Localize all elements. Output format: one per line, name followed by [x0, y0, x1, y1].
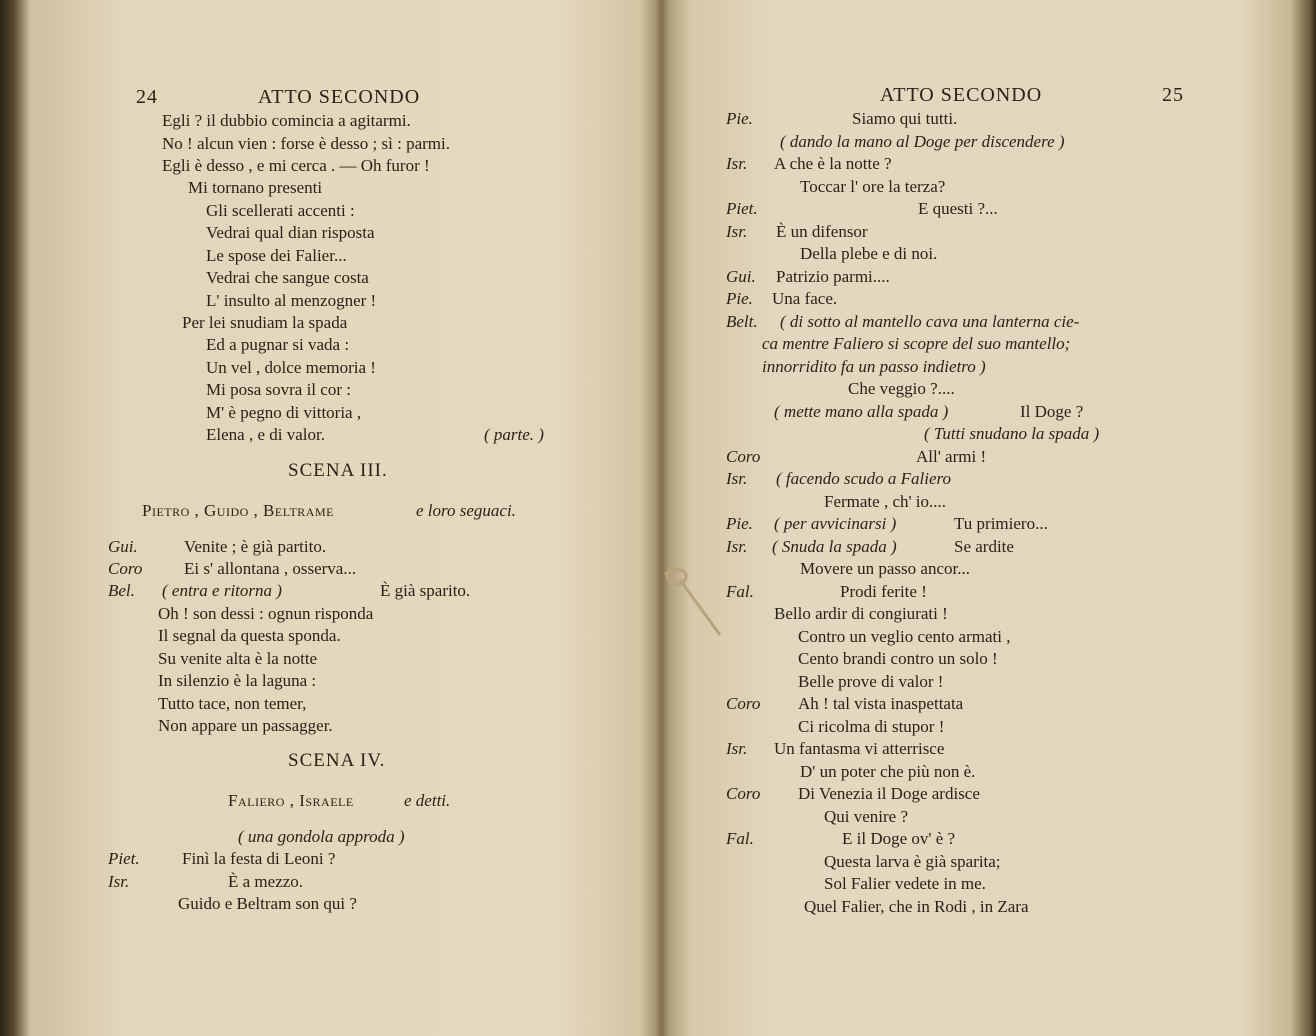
speaker: Isr. [726, 469, 748, 488]
dialogue-line: Toccar l' ore la terza? [800, 177, 946, 196]
dialogue-line: Ei s' allontana , osserva... [184, 559, 357, 578]
dialogue-line: D' un poter che più non è. [800, 762, 976, 781]
verse-line: Per lei snudiam la spada [182, 313, 348, 332]
dialogue-line: Qui venire ? [824, 807, 909, 826]
speaker: Isr. [726, 739, 748, 758]
dialogue-line: Una face. [772, 289, 838, 308]
speaker: Belt. [726, 312, 758, 331]
dialogue-line: Che veggio ?.... [848, 379, 955, 398]
dialogue-line: A che è la notte ? [774, 154, 892, 173]
scene-title: SCENA III. [288, 460, 388, 481]
verse-line: Ed a pugnar si vada : [206, 335, 350, 354]
dialogue-line: È un difensor [776, 222, 868, 241]
speaker: Pie. [726, 289, 753, 308]
scene-cast: Pietro , Guido , Beltrame [142, 501, 334, 520]
verse-line: Un vel , dolce memoria ! [206, 358, 376, 377]
right-page [660, 0, 1316, 1036]
speaker: Coro [108, 559, 143, 578]
dialogue-line: Il Doge ? [1020, 402, 1084, 421]
stage-direction: ( per avvicinarsi ) [774, 514, 897, 533]
dialogue-line: Siamo qui tutti. [852, 109, 958, 128]
speaker: Gui. [108, 537, 138, 556]
dialogue-line: Se ardite [954, 537, 1014, 556]
speaker: Coro [726, 447, 761, 466]
dialogue-line: Tu primiero... [954, 514, 1048, 533]
verse-line: Gli scellerati accenti : [206, 201, 355, 220]
dialogue-line: Prodi ferite ! [840, 582, 927, 601]
dialogue-line: E il Doge ov' è ? [842, 829, 956, 848]
stage-direction: ( Snuda la spada ) [772, 537, 897, 556]
stage-direction: ( una gondola approda ) [238, 827, 405, 846]
speaker: Isr. [726, 537, 748, 556]
dialogue-line: Quel Falier, che in Rodi , in Zara [804, 897, 1029, 916]
speaker: Isr. [108, 872, 130, 891]
speaker: Gui. [726, 267, 756, 286]
dialogue-line: Ci ricolma di stupor ! [798, 717, 945, 736]
stage-direction: ( mette mano alla spada ) [774, 402, 949, 421]
verse-line: Oh ! son dessi : ognun risponda [158, 604, 374, 623]
speaker: Isr. [726, 154, 748, 173]
verse-line: M' è pegno di vittoria , [206, 403, 362, 422]
dialogue-line: Ah ! tal vista inaspettata [798, 694, 964, 713]
dialogue-line: Contro un veglio cento armati , [798, 627, 1011, 646]
dialogue-line: È a mezzo. [228, 872, 304, 891]
dialogue-line: Bello ardir di congiurati ! [774, 604, 948, 623]
verse-line: L' insulto al menzogner ! [206, 291, 377, 310]
dialogue-line: Un fantasma vi atterrisce [774, 739, 945, 758]
verse-line: Mi posa sovra il cor : [206, 380, 351, 399]
dialogue-line: Finì la festa di Leoni ? [182, 849, 336, 868]
speaker: Pie. [726, 109, 753, 128]
stage-direction: ( entra e ritorna ) [162, 581, 282, 600]
dialogue-line: All' armi ! [916, 447, 987, 466]
verse-line: Le spose dei Falier... [206, 246, 347, 265]
dialogue-line: Sol Falier vedete in me. [824, 874, 986, 893]
scene-title: SCENA IV. [288, 750, 386, 771]
verse-line: Egli ? il dubbio comincia a agitarmi. [162, 111, 411, 130]
scene-cast-tail: e detti. [404, 791, 451, 810]
running-header: ATTO SECONDO [880, 84, 1043, 106]
speaker: Fal. [726, 582, 754, 601]
verse-line: No ! alcun vien : forse è desso ; sì : parmi. [162, 134, 450, 153]
stage-direction: ( dando la mano al Doge per discendere ) [780, 132, 1065, 151]
stage-direction: ( di sotto al mantello cava una lanterna cie- [780, 312, 1080, 331]
verse-line: Il segnal da questa sponda. [158, 626, 341, 645]
dialogue-line: Di Venezia il Doge ardisce [798, 784, 980, 803]
dialogue-line: Cento brandi contro un solo ! [798, 649, 998, 668]
verse-line: Tutto tace, non temer, [158, 694, 307, 713]
dialogue-line: Guido e Beltram son qui ? [178, 894, 357, 913]
page-number: 25 [1162, 84, 1184, 106]
stage-direction: ( facendo scudo a Faliero [776, 469, 951, 488]
verse-line: In silenzio è la laguna : [158, 671, 317, 690]
verse-line: Vedrai che sangue costa [206, 268, 369, 287]
scene-cast: Faliero , Israele [228, 791, 354, 810]
speaker: Piet. [108, 849, 140, 868]
verse-line: Vedrai qual dian risposta [206, 223, 375, 242]
verse-line: Non appare un passagger. [158, 716, 333, 735]
verse-line: Su venite alta è la notte [158, 649, 318, 668]
dialogue-line: Della plebe e di noi. [800, 244, 938, 263]
stage-direction: ( parte. ) [484, 425, 544, 444]
speaker: Fal. [726, 829, 754, 848]
scene-cast-tail: e loro seguaci. [416, 501, 516, 520]
verse-line: Mi tornano presenti [188, 178, 323, 197]
dialogue-line: Belle prove di valor ! [798, 672, 944, 691]
speaker: Coro [726, 694, 761, 713]
verse-line: Elena , e di valor. [206, 425, 325, 444]
speaker: Isr. [726, 222, 748, 241]
dialogue-line: È già sparito. [380, 581, 471, 600]
stage-direction: ca mentre Faliero si scopre del suo mantello; [762, 334, 1071, 353]
dialogue-line: Venite ; è già partito. [184, 537, 327, 556]
speaker: Bel. [108, 581, 135, 600]
speaker: Pie. [726, 514, 753, 533]
speaker: Coro [726, 784, 761, 803]
dialogue-line: E questi ?... [918, 199, 998, 218]
dialogue-line: Questa larva è già sparita; [824, 852, 1001, 871]
speaker: Piet. [726, 199, 758, 218]
stage-direction: innorridito fa un passo indietro ) [762, 357, 986, 376]
running-header: ATTO SECONDO [258, 86, 421, 108]
verse-line: Egli è desso , e mi cerca . — Oh furor ! [162, 156, 430, 175]
dialogue-line: Patrizio parmi.... [776, 267, 890, 286]
page-number: 24 [136, 86, 158, 108]
dialogue-line: Fermate , ch' io.... [824, 492, 947, 511]
dialogue-line: Movere un passo ancor... [800, 559, 970, 578]
stage-direction: ( Tutti snudano la spada ) [924, 424, 1100, 443]
